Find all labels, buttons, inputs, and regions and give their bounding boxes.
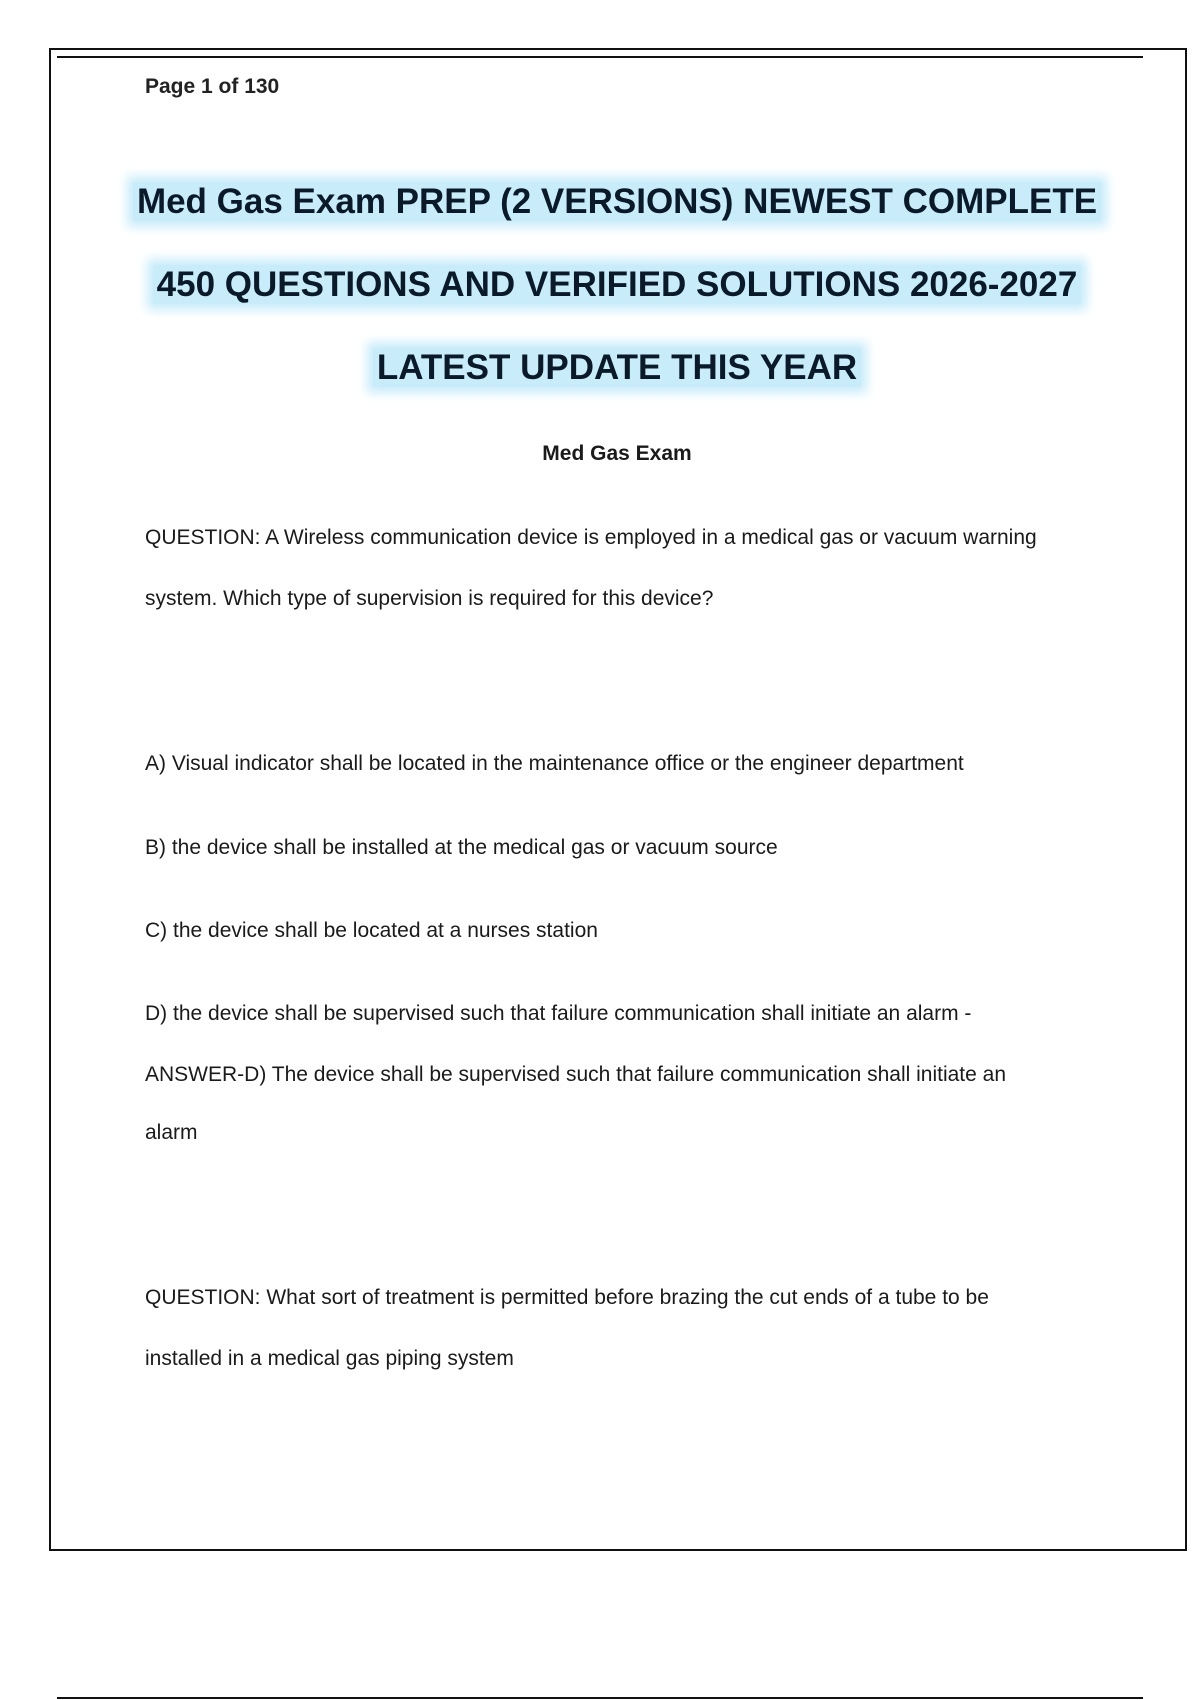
document-title-line-1 — [0, 182, 1200, 222]
document-title-line-3 — [0, 348, 1200, 388]
top-rule — [57, 56, 1143, 58]
title-line-3-text: LATEST UPDATE THIS YEAR — [373, 348, 861, 387]
question-1-option-c: C) the device shall be located at a nurses station — [145, 919, 598, 942]
question-1-answer-line-2: alarm — [145, 1121, 198, 1144]
title-line-2-text: 450 QUESTIONS AND VERIFIED SOLUTIONS 2026-2027 — [153, 265, 1082, 304]
question-1-option-d: D) the device shall be supervised such that failure communication shall initiate an alarm - — [145, 1002, 972, 1025]
page-number: Page 1 of 130 — [145, 75, 280, 98]
bottom-rule — [57, 1697, 1143, 1699]
question-1-text-line-2: system. Which type of supervision is required for this device? — [145, 587, 714, 610]
question-2-text-line-1: QUESTION: What sort of treatment is permitted before brazing the cut ends of a tube to be — [145, 1286, 989, 1309]
section-subtitle: Med Gas Exam — [542, 442, 692, 465]
question-1-text-line-1: QUESTION: A Wireless communication device is employed in a medical gas or vacuum warning — [145, 526, 1037, 549]
question-1-answer-line-1: ANSWER-D) The device shall be supervised such that failure communication shall initiate an — [145, 1063, 1007, 1086]
question-1-option-a: A) Visual indicator shall be located in the maintenance office or the engineer department — [145, 752, 964, 775]
title-line-1-text: Med Gas Exam PREP (2 VERSIONS) NEWEST COMPLETE — [133, 182, 1101, 221]
question-2-text-line-2: installed in a medical gas piping system — [145, 1347, 514, 1370]
document-title-line-2 — [0, 265, 1200, 305]
question-1-option-b: B) the device shall be installed at the medical gas or vacuum source — [145, 836, 778, 859]
